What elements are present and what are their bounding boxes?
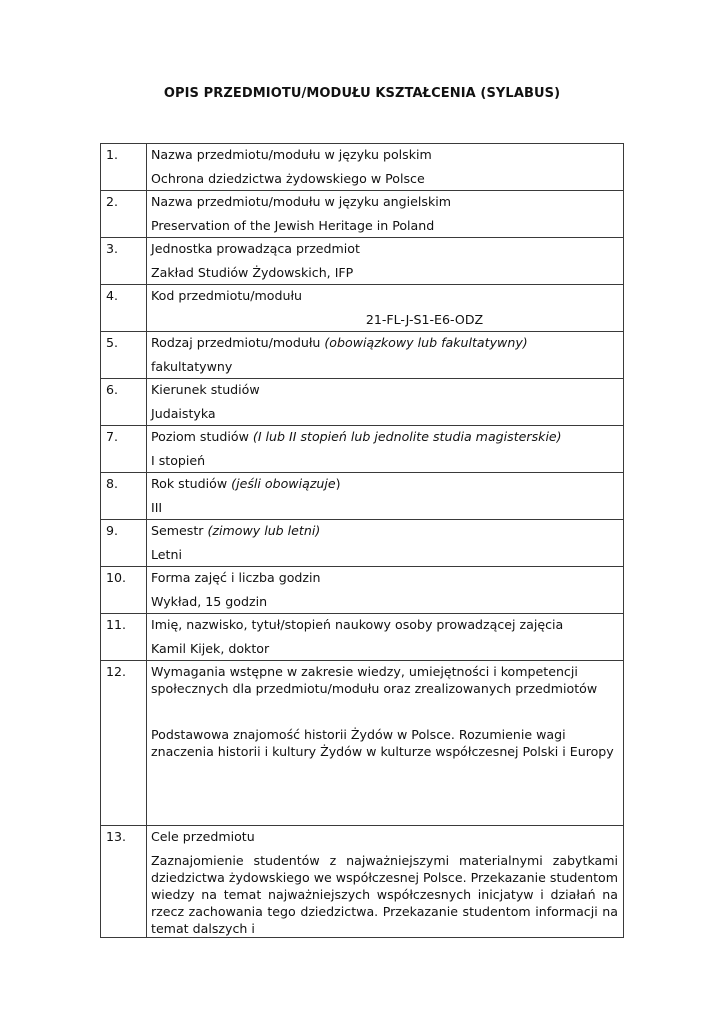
row-label-line	[151, 522, 618, 539]
row-label-line	[151, 334, 618, 351]
table-row	[101, 520, 624, 567]
row-value: Ochrona dziedzictwa żydowskiego w Polsce	[151, 171, 425, 186]
row-note: (zimowy lub letni)	[207, 523, 321, 538]
row-number: 8.	[101, 473, 147, 520]
row-content	[147, 379, 624, 426]
table-row	[101, 426, 624, 473]
table-row	[101, 661, 624, 826]
row-content	[147, 473, 624, 520]
row-number: 9.	[101, 520, 147, 567]
row-value: Kamil Kijek, doktor	[151, 641, 270, 656]
row-label: Cele przedmiotu	[151, 829, 255, 844]
row-label: Semestr	[151, 523, 208, 538]
row-number: 10.	[101, 567, 147, 614]
row-number: 11.	[101, 614, 147, 661]
row-number: 13.	[101, 826, 147, 938]
course-code: 21-FL-J-S1-E6-ODZ	[365, 312, 484, 327]
row-label: Kierunek studiów	[151, 382, 260, 397]
row-value: Zakład Studiów Żydowskich, IFP	[151, 265, 354, 280]
row-content	[147, 332, 624, 379]
row-label: Rok studiów	[151, 476, 232, 491]
table-row	[101, 826, 624, 938]
row-number: 12.	[101, 661, 147, 826]
row-content	[147, 826, 624, 938]
row-value: Letni	[151, 547, 182, 562]
table-row	[101, 144, 624, 191]
row-content	[147, 661, 624, 826]
row-content	[147, 520, 624, 567]
row-label-line	[151, 475, 618, 492]
row-label: Rodzaj przedmiotu/modułu	[151, 335, 325, 350]
row-value: fakultatywny	[151, 359, 233, 374]
row-label-line	[151, 428, 618, 445]
table-row	[101, 473, 624, 520]
row-content	[147, 238, 624, 285]
row-label: Kod przedmiotu/modułu	[151, 288, 303, 303]
table-row	[101, 191, 624, 238]
row-content	[147, 567, 624, 614]
row-label: Wymagania wstępne w zakresie wiedzy, umiejętności i kompetencji społecznych dla przedmiotu/modułu oraz zrealizowanych przedmiotów	[151, 664, 598, 696]
row-label: Jednostka prowadząca przedmiot	[151, 241, 360, 256]
row-value: Preservation of the Jewish Heritage in Poland	[151, 218, 435, 233]
row-note: (I lub II stopień lub jednolite studia magisterskie)	[252, 429, 562, 444]
table-row	[101, 285, 624, 332]
table-row	[101, 614, 624, 661]
row-label: Nazwa przedmiotu/modułu w języku angielskim	[151, 194, 452, 209]
row-value: III	[151, 500, 163, 515]
row-number: 5.	[101, 332, 147, 379]
row-number: 6.	[101, 379, 147, 426]
row-label: Imię, nazwisko, tytuł/stopień naukowy osoby prowadzącej zajęcia	[151, 617, 564, 632]
row-label: Forma zajęć i liczba godzin	[151, 570, 321, 585]
row-value: Wykład, 15 godzin	[151, 594, 268, 609]
row-note: (jeśli obowiązuje	[231, 476, 336, 491]
row-value: Judaistyka	[151, 406, 216, 421]
row-number: 1.	[101, 144, 147, 191]
table-row	[101, 238, 624, 285]
row-note: (obowiązkowy lub fakultatywny)	[324, 335, 528, 350]
row-content	[147, 285, 624, 332]
row-content	[147, 426, 624, 473]
row-content	[147, 144, 624, 191]
row-value: I stopień	[151, 453, 206, 468]
row-label: Poziom studiów	[151, 429, 253, 444]
syllabus-table	[100, 143, 624, 938]
row-value: Podstawowa znajomość historii Żydów w Polsce. Rozumienie wagi znaczenia historii i kultury Żydów w kulturze współczesnej Polski i Europy	[151, 727, 614, 759]
row-number: 7.	[101, 426, 147, 473]
table-row	[101, 332, 624, 379]
row-content	[147, 614, 624, 661]
row-label: Nazwa przedmiotu/modułu w języku polskim	[151, 147, 432, 162]
table-row	[101, 567, 624, 614]
row-content	[147, 191, 624, 238]
row-number: 2.	[101, 191, 147, 238]
row-value: Zaznajomienie studentów z najważniejszymi materialnymi zabytkami dziedzictwa żydowskiego we współczesnej Polsce. Przekazanie studentom wiedzy na temat najważniejszych współczesnych inicjatyw i działań na rzecz zachowania tego dziedzictwa. Przekazanie studentom informacji na temat dalszych i	[151, 853, 618, 936]
row-number: 4.	[101, 285, 147, 332]
row-label-end: )	[335, 476, 341, 491]
document-title: OPIS PRZEDMIOTU/MODUŁU KSZTAŁCENIA (SYLABUS)	[163, 86, 561, 101]
row-number: 3.	[101, 238, 147, 285]
table-row	[101, 379, 624, 426]
